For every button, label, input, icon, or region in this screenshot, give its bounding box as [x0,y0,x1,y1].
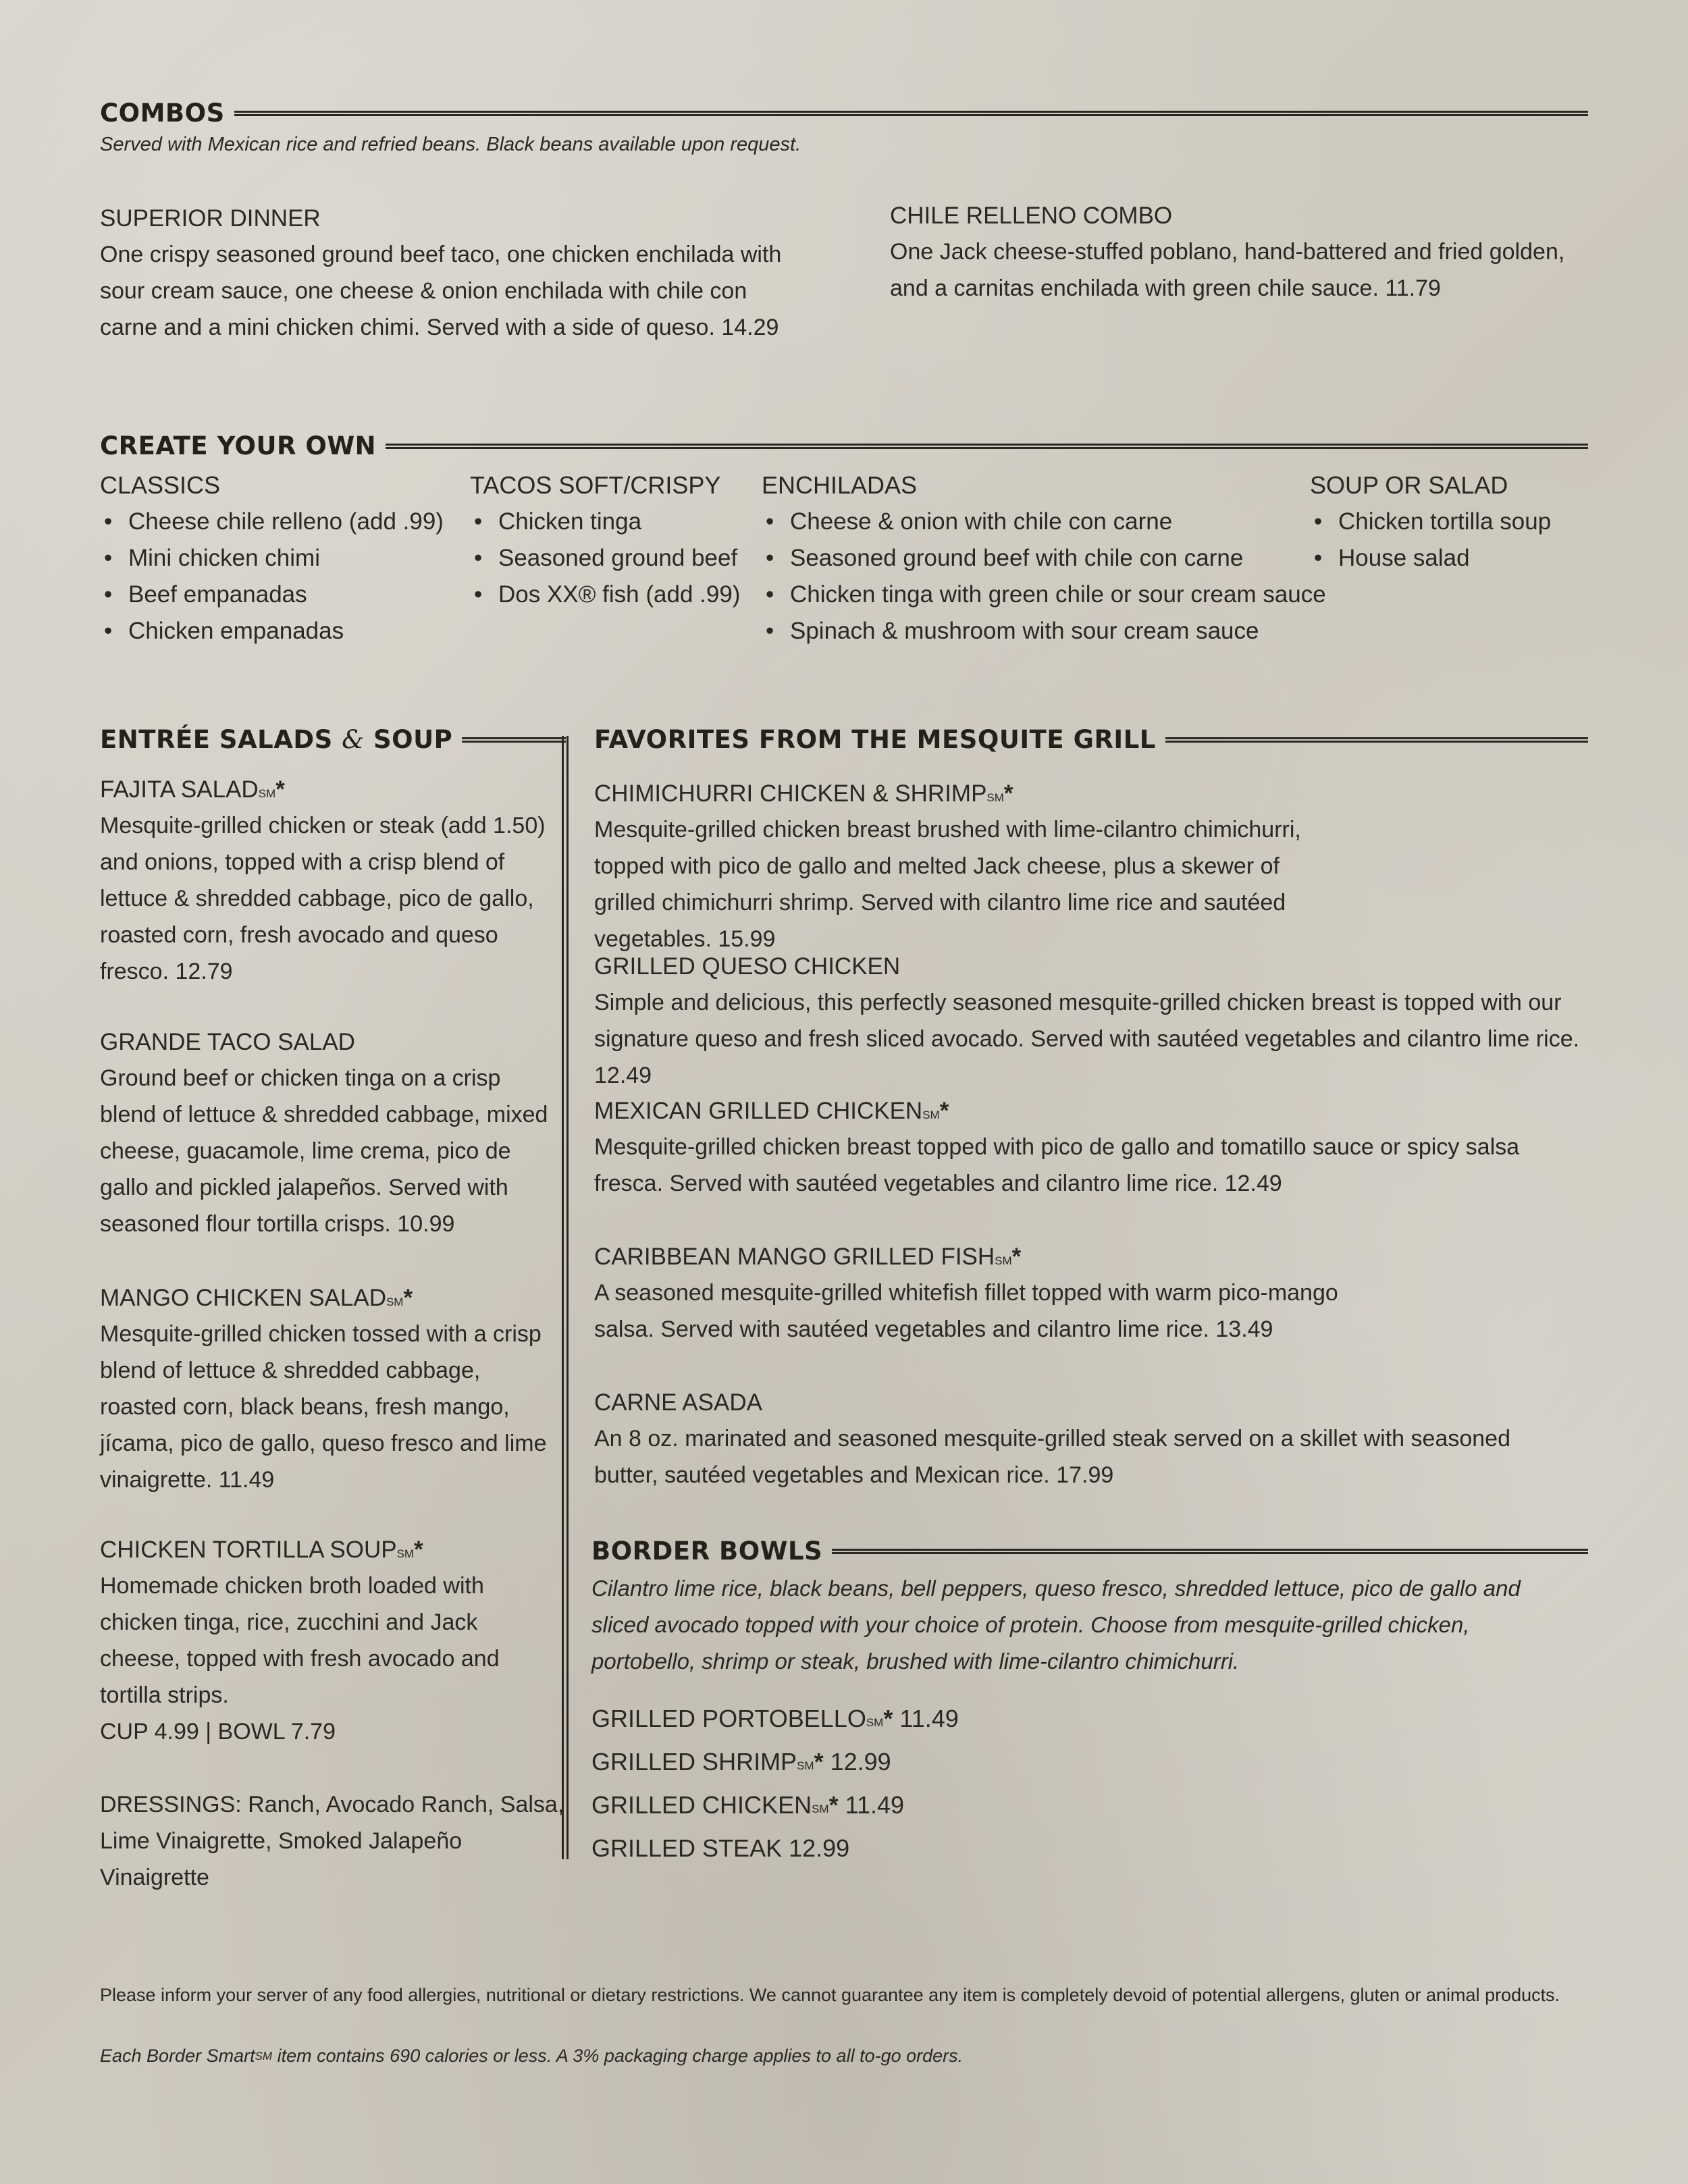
create-column-enchiladas [762,467,1326,649]
column-divider [562,736,569,1859]
item-description: Ground beef or chicken tinga on a crisp blend of lettuce & shredded cabbage, mixed cheese, guacamole, lime crema, pico de gallo and pickled jalapeños. Served with seasoned flour tortilla crisps. 10.99 [100,1065,548,1237]
list-item: • Chicken empanadas [100,613,444,649]
item-name: CHIMICHURRI CHICKEN & SHRIMP℠* [594,780,1013,807]
create-column-classics [100,467,444,649]
item-name: CHICKEN TORTILLA SOUP℠* [100,1537,423,1563]
section-rule [234,111,1588,116]
list-item: GRILLED CHICKEN℠* 11.49 [591,1791,905,1819]
column-heading: SOUP OR SALAD [1310,471,1508,499]
border-smart-note: Each Border Smart℠ item contains 690 calories or less. A 3% packaging charge applies to all to-go orders. [100,2046,964,2066]
salads-header [100,725,566,754]
section-rule [462,737,566,743]
item-description: Simple and delicious, this perfectly seasoned mesquite-grilled chicken breast is topped with our signature queso and fresh sliced avocado. Served with sautéed vegetables and cilantro lime rice. 12.49 [594,990,1580,1088]
bowls-list [591,1697,959,1870]
menu-item [100,201,802,346]
item-description: One crispy seasoned ground beef taco, one chicken enchilada with sour cream sauce, one cheese & onion enchilada with chile con carne and a mini chicken chimi. Served with a side of queso. 14.29 [100,242,782,340]
list-item: • Dos XX® fish (add .99) [470,577,740,613]
item-name: MANGO CHICKEN SALAD℠* [100,1285,413,1311]
menu-item [594,1240,1566,1348]
list-item: • Cheese & onion with chile con carne [762,504,1326,540]
list-item: • Chicken tinga [470,504,740,540]
grill-title: FAVORITES FROM THE MESQUITE GRILL [594,725,1156,754]
item-description: Homemade chicken broth loaded with chicken tinga, rice, zucchini and Jack cheese, topped with fresh avocado and tortilla strips. [100,1573,500,1708]
item-name: SUPERIOR DINNER [100,205,321,232]
list-item: • Mini chicken chimi [100,540,444,577]
menu-item [100,1281,559,1498]
list-item: GRILLED SHRIMP℠* 12.99 [591,1748,891,1776]
section-rule [1165,737,1588,743]
item-description: Mesquite-grilled chicken or steak (add 1.50) and onions, topped with a crisp blend of lettuce & shredded cabbage, pico de gallo, roasted corn, fresh avocado and queso fresco. 12.79 [100,813,546,984]
salads-title: ENTRÉE SALADS & SOUP [100,725,453,754]
bowls-title: BORDER BOWLS [591,1537,823,1566]
item-name: CARIBBEAN MANGO GRILLED FISH℠* [594,1244,1022,1270]
grill-header [594,725,1588,754]
menu-item [890,198,1565,307]
item-name: CARNE ASADA [594,1389,762,1416]
column-heading: TACOS SOFT/CRISPY [470,471,721,499]
item-description: Mesquite-grilled chicken breast brushed with lime-cilantro chimichurri, topped with pico de gallo and melted Jack cheese, plus a skewer of grilled chimichurri shrimp. Served with cilantro lime rice and sautéed vegetables. 15.99 [594,817,1301,952]
item-description: An 8 oz. marinated and seasoned mesquite-grilled steak served on a skillet with seasoned butter, sautéed vegetables and Mexican rice. 17.99 [594,1426,1510,1488]
create-column-tacos [470,467,740,613]
item-description: A seasoned mesquite-grilled whitefish fillet topped with warm pico-mango salsa. Served with sautéed vegetables and cilantro lime rice. 13.49 [594,1280,1338,1342]
create-title: CREATE YOUR OWN [100,431,377,460]
list-item: • Seasoned ground beef [470,540,740,577]
menu-item [100,772,559,990]
menu-item [100,1533,559,1750]
menu-item [594,1094,1566,1202]
list-item: • House salad [1310,540,1551,577]
dressings-note: DRESSINGS: Ranch, Avocado Ranch, Salsa, Lime Vinaigrette, Smoked Jalapeño Vinaigrette [100,1792,564,1890]
column-heading: CLASSICS [100,471,221,499]
item-name: GRANDE TACO SALAD [100,1029,355,1055]
item-description: Mesquite-grilled chicken tossed with a crisp blend of lettuce & shredded cabbage, roasted corn, black beans, fresh mango, jícama, pico de gallo, queso fresco and lime vinaigrette. 11.49 [100,1321,547,1493]
menu-item [594,949,1580,1094]
list-item: • Spinach & mushroom with sour cream sauce [762,613,1326,649]
menu-item [100,1025,559,1242]
allergy-note: Please inform your server of any food allergies, nutritional or dietary restrictions. We cannot guarantee any item is completely devoid of potential allergens, gluten or animal products. [100,1985,1560,2005]
combos-title: COMBOS [100,99,225,128]
section-rule [832,1549,1588,1554]
create-column-soup-salad [1310,467,1551,577]
bowls-header [591,1537,1588,1566]
list-item: GRILLED PORTOBELLO℠* 11.49 [591,1705,959,1732]
item-name: GRILLED QUESO CHICKEN [594,953,901,980]
create-header [100,431,1588,460]
list-item: • Cheese chile relleno (add .99) [100,504,444,540]
section-rule [386,444,1588,449]
list-item: • Chicken tortilla soup [1310,504,1551,540]
bowls-note: Cilantro lime rice, black beans, bell peppers, queso fresco, shredded lettuce, pico de gallo and sliced avocado topped with your choice of protein. Choose from mesquite-grilled chicken, portobello, shrimp or steak, brushed with lime-cilantro chimichurri. [591,1576,1521,1674]
list-item: GRILLED STEAK 12.99 [591,1834,850,1862]
list-item: • Beef empanadas [100,577,444,613]
list-item: • Seasoned ground beef with chile con carne [762,540,1326,577]
item-name: CHILE RELLENO COMBO [890,203,1173,229]
item-name: FAJITA SALAD℠* [100,776,285,803]
list-item: • Chicken tinga with green chile or sour cream sauce [762,577,1326,613]
item-description: Mesquite-grilled chicken breast topped with pico de gallo and tomatillo sauce or spicy salsa fresca. Served with sautéed vegetables and cilantro lime rice. 12.49 [594,1134,1520,1196]
menu-item [594,1385,1566,1493]
item-name: MEXICAN GRILLED CHICKEN℠* [594,1098,949,1124]
combos-note: Served with Mexican rice and refried beans. Black beans available upon request. [100,134,801,155]
combos-header [100,99,1588,128]
column-heading: ENCHILADAS [762,471,918,499]
menu-item [594,776,1566,957]
item-price: CUP 4.99 | BOWL 7.79 [100,1719,336,1744]
item-description: One Jack cheese-stuffed poblano, hand-battered and fried golden, and a carnitas enchilada with green chile sauce. 11.79 [890,239,1565,301]
